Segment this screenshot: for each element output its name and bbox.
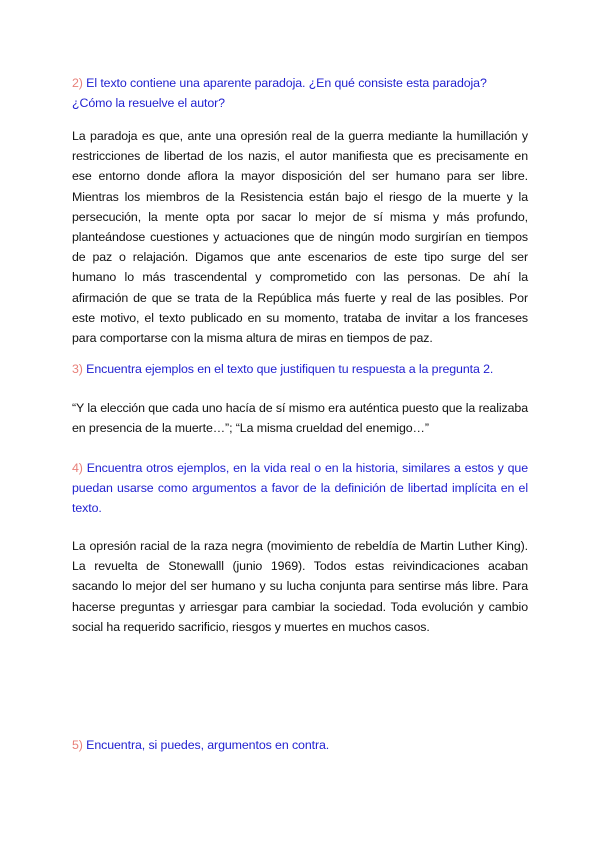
question-2-text: El texto contiene una aparente paradoja. ¿En qué consiste esta paradoja? ¿Cómo la resuelve el autor?	[72, 76, 487, 111]
question-3	[72, 359, 528, 379]
question-5	[72, 735, 528, 755]
question-4-text: Encuentra otros ejemplos, en la vida real o en la historia, similares a estos y que puedan usarse como argumentos a favor de la definición de libertad implícita en el texto.	[72, 461, 529, 516]
question-5-number: 5)	[72, 738, 83, 752]
question-2	[72, 73, 528, 113]
question-4-number: 4)	[72, 461, 83, 475]
answer-3: “Y la elección que cada uno hacía de sí mismo era auténtica puesto que la realizaba en presencia de la muerte…”; “La misma crueldad del enemigo…”	[72, 401, 528, 436]
question-4	[72, 458, 528, 519]
answer-4: La opresión racial de la raza negra (movimiento de rebeldía de Martin Luther King). La revuelta de Stonewalll (junio 1969). Todos estas reivindicaciones acaban sacando lo mejor del ser humano y su lucha conjunta para sentirse más libre. Para hacerse preguntas y arriesgar para cambiar la sociedad. Toda evolución y cambio social ha requerido sacrificio, riesgos y muertes en muchos casos.	[72, 539, 528, 634]
answer-2: La paradoja es que, ante una opresión real de la guerra mediante la humillación y restricciones de libertad de los nazis, el autor manifiesta que es precisamente en ese entorno donde aflora la mayor disposición del ser humano para ser libre. Mientras los miembros de la Resistencia están bajo el riesgo de la muerte y la persecución, la mente opta por sacar lo mejor de sí misma y más profundo, planteándose cuestiones y actuaciones que de ningún modo surgirían en tiempos de paz o relajación. Digamos que ante escenarios de este tipo surge del ser humano lo más trascendental y comprometido con las personas. De ahí la afirmación de que se trata de la República más fuerte y real de las posibles. Por este motivo, el texto publicado en su momento, trataba de invitar a los franceses para comportarse con la misma altura de miras en tiempos de paz.	[72, 129, 528, 346]
question-3-text: Encuentra ejemplos en el texto que justifiquen tu respuesta a la pregunta 2.	[86, 362, 494, 376]
question-2-number: 2)	[72, 76, 83, 90]
question-5-text: Encuentra, si puedes, argumentos en contra.	[86, 738, 330, 752]
question-3-number: 3)	[72, 362, 83, 376]
